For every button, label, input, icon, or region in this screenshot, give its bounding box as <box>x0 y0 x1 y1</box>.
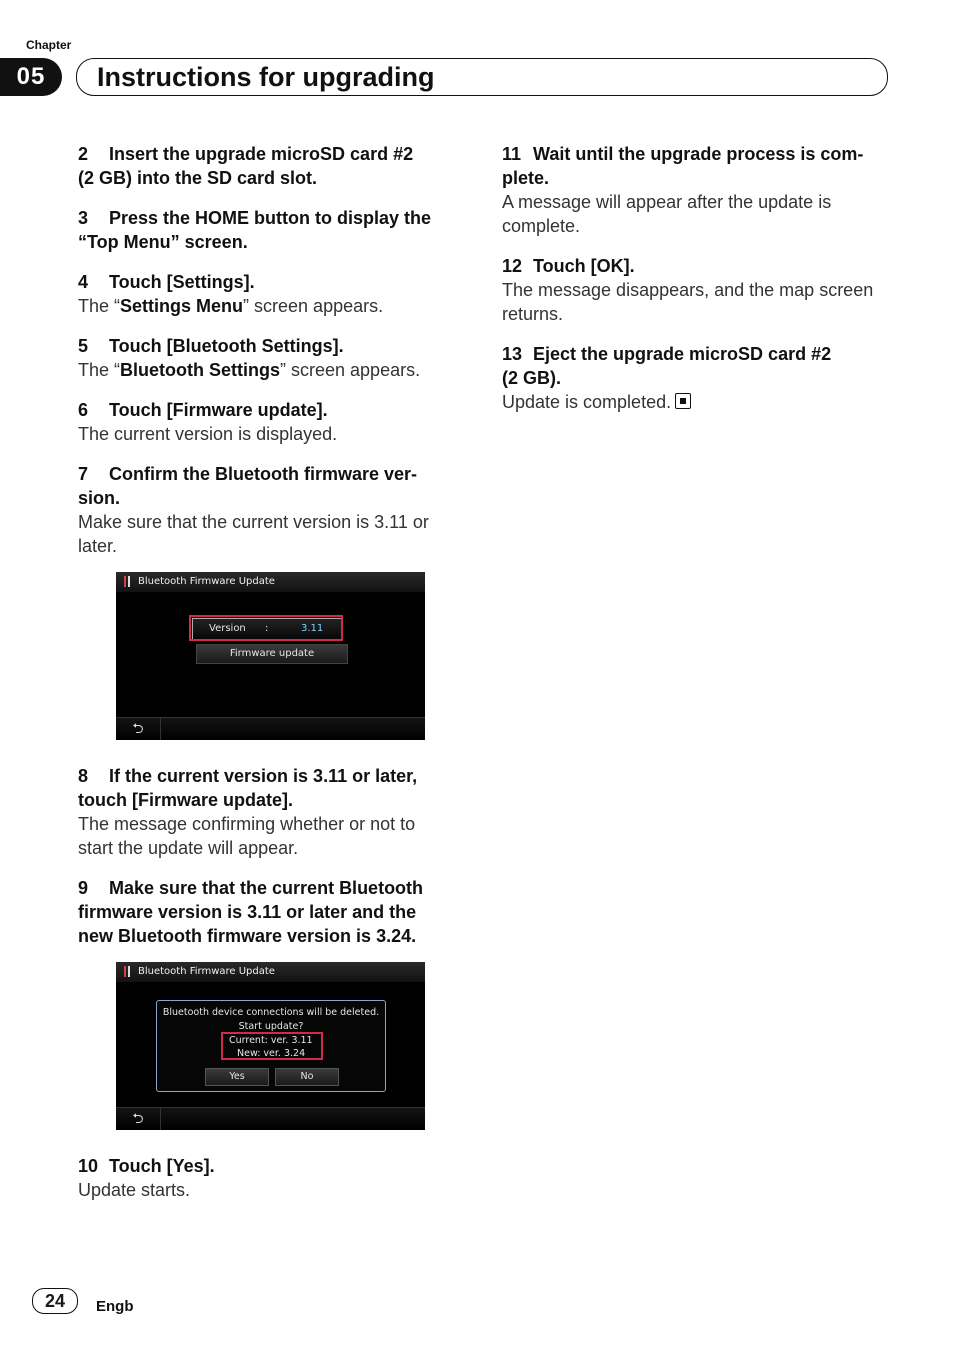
step-heading: Make sure that the current Bluetooth firmware version is 3.11 or later and the new Bluetooth firmware version is 3.24. <box>78 878 424 946</box>
step-number: 3 <box>78 208 89 228</box>
current-version: Current: ver. 3.11 <box>229 1035 313 1046</box>
new-version: New: ver. 3.24 <box>237 1048 306 1059</box>
step-5 <box>78 334 450 382</box>
step-8 <box>78 764 450 860</box>
step-3 <box>78 206 450 254</box>
step-body: The “Bluetooth Settings” screen appears. <box>78 360 421 380</box>
app-icon <box>124 576 130 587</box>
step-body: Update is completed. <box>502 390 892 414</box>
step-heading: Eject the upgrade microSD card #2 (2 GB). <box>502 344 832 388</box>
firmware-update-button[interactable]: Firmware update <box>196 644 348 664</box>
step-number: 5 <box>78 336 89 356</box>
step-heading: Touch [Firmware update]. <box>109 400 328 420</box>
step-number: 13 <box>502 344 523 364</box>
language-code: Engb <box>96 1298 134 1315</box>
step-heading: Press the HOME button to display the “Top Menu” screen. <box>78 208 432 252</box>
app-icon <box>124 966 130 977</box>
step-number: 12 <box>502 256 523 276</box>
step-body: A message will appear after the update is complete. <box>502 192 832 236</box>
left-column <box>78 142 450 1218</box>
version-label: Version <box>209 623 246 634</box>
step-7 <box>78 462 450 558</box>
chapter-number: 05 <box>0 58 62 96</box>
highlight-frame <box>189 615 343 641</box>
step-number: 11 <box>502 144 522 164</box>
step-heading: Touch [Settings]. <box>109 272 255 292</box>
right-column <box>502 142 892 430</box>
yes-button[interactable]: Yes <box>205 1068 269 1086</box>
end-of-section-icon <box>675 393 691 409</box>
step-9 <box>78 876 450 948</box>
step-10 <box>78 1154 450 1202</box>
step-number: 9 <box>78 878 89 898</box>
screen-footer <box>116 1107 425 1130</box>
step-body: The current version is displayed. <box>78 424 338 444</box>
chapter-label: Chapter <box>26 38 72 52</box>
screen-name: Settings Menu <box>120 296 244 316</box>
version-value: 3.11 <box>301 623 324 634</box>
step-number: 6 <box>78 400 89 420</box>
confirm-dialog <box>156 1000 386 1092</box>
step-2 <box>78 142 450 190</box>
step-heading: Confirm the Bluetooth firmware ver-sion. <box>78 464 418 508</box>
page-number: 24 <box>32 1288 78 1314</box>
step-heading: Touch [Yes]. <box>109 1156 215 1176</box>
step-number: 8 <box>78 766 89 786</box>
dialog-question: Start update? <box>238 1021 304 1032</box>
chapter-title-box <box>76 58 888 96</box>
step-body: Update starts. <box>78 1180 191 1200</box>
step-heading: If the current version is 3.11 or later, touch [Firmware update]. <box>78 766 418 810</box>
back-icon[interactable]: ⮌ <box>116 718 161 740</box>
screen-title-bar: Bluetooth Firmware Update <box>116 572 425 592</box>
step-4 <box>78 270 450 318</box>
dialog-message: Bluetooth device connections will be deleted. <box>162 1007 380 1018</box>
screen-footer <box>116 717 425 740</box>
firmware-version-screenshot <box>116 572 425 740</box>
step-body: Make sure that the current version is 3.11 or later. <box>78 512 429 556</box>
step-heading: Insert the upgrade microSD card #2 (2 GB) into the SD card slot. <box>78 144 414 188</box>
step-12 <box>502 254 892 326</box>
step-heading: Touch [OK]. <box>533 256 635 276</box>
step-heading: Wait until the upgrade process is com-plete. <box>502 144 864 188</box>
version-colon: : <box>265 623 269 634</box>
step-number: 10 <box>78 1156 99 1176</box>
step-11 <box>502 142 892 238</box>
step-body: The “Settings Menu” screen appears. <box>78 296 384 316</box>
highlight-frame <box>221 1032 323 1060</box>
step-heading: Touch [Bluetooth Settings]. <box>109 336 344 356</box>
no-button[interactable]: No <box>275 1068 339 1086</box>
screen-name: Bluetooth Settings <box>120 360 281 380</box>
step-6 <box>78 398 450 446</box>
step-number: 4 <box>78 272 89 292</box>
step-number: 2 <box>78 144 89 164</box>
screen-title-bar: Bluetooth Firmware Update <box>116 962 425 982</box>
step-number: 7 <box>78 464 89 484</box>
update-confirm-screenshot <box>116 962 425 1130</box>
step-13 <box>502 342 892 414</box>
step-body: The message disappears, and the map screen returns. <box>502 280 874 324</box>
back-icon[interactable]: ⮌ <box>116 1108 161 1130</box>
chapter-title: Instructions for upgrading <box>97 62 435 92</box>
step-body: The message confirming whether or not to start the update will appear. <box>78 814 416 858</box>
